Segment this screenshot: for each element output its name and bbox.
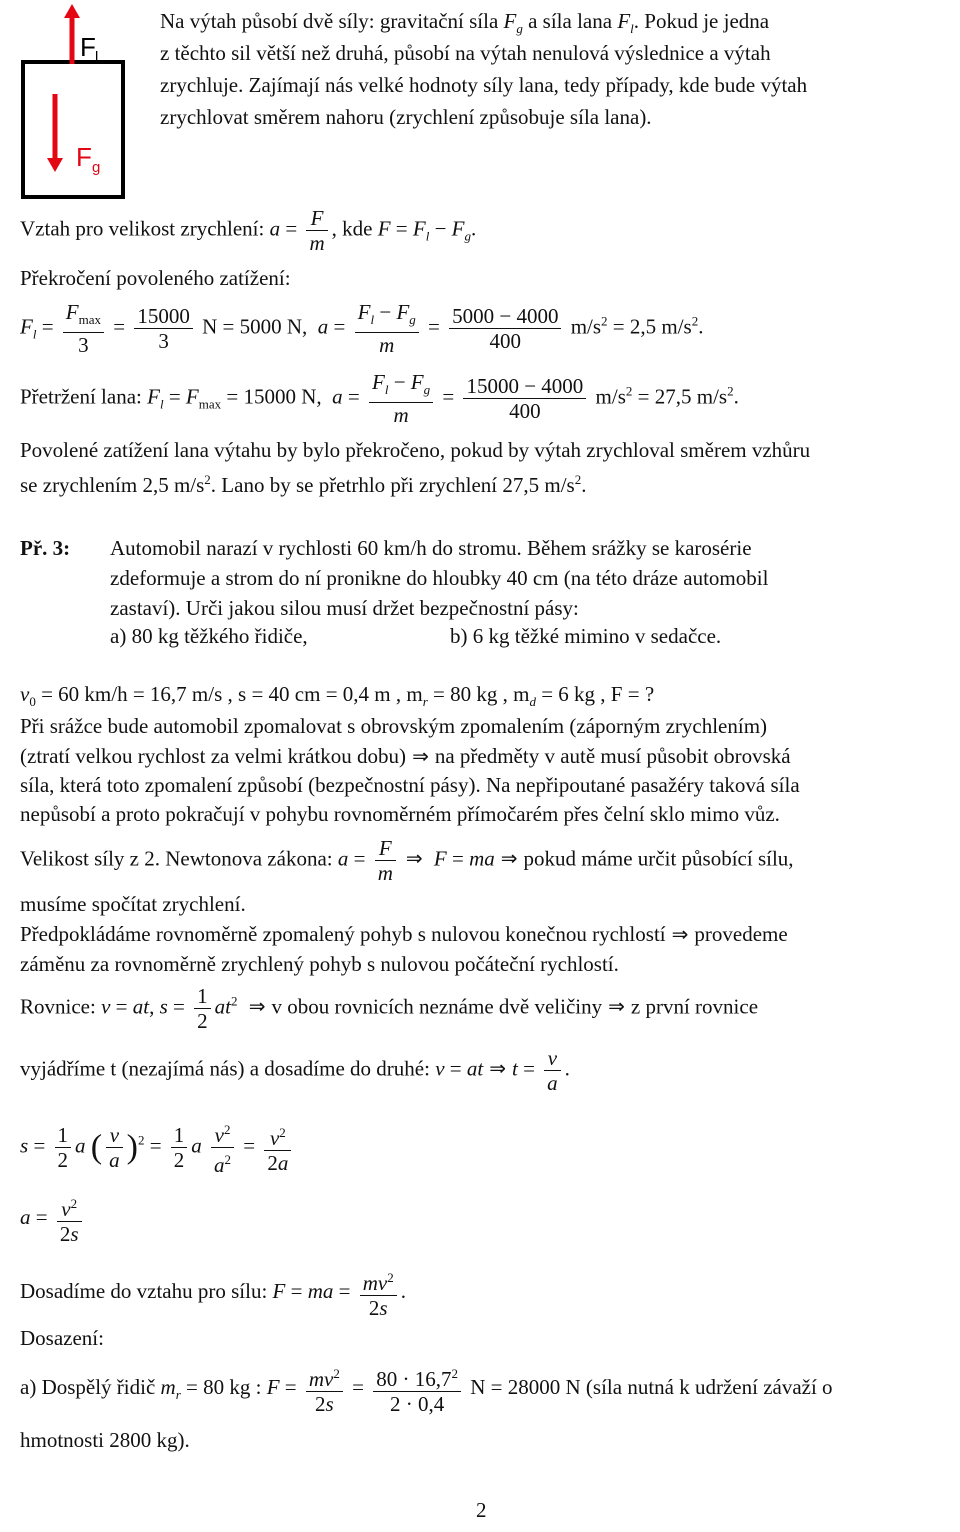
assume-line-1: Předpokládáme rovnoměrně zpomalený pohyb s nulovou konečnou rychlostí ⇒ provedeme	[20, 922, 788, 946]
intro-line-3: zrychluje. Zajímají nás velké hodnoty síly lana, tedy případy, kde bude výtah	[160, 73, 808, 97]
conclusion-line-2: se zrychlením 2,5 $m/s^2$. Lano by se přetrhlo při zrychlení 27,5 $m/s^2$.	[20, 472, 587, 497]
intro-line-2: z těchto sil větší než druhá, působí na výtah nenulová výslednice a výtah	[160, 41, 771, 65]
fg-label: F	[76, 142, 92, 172]
implies-icon: ⇒	[500, 846, 518, 871]
implies-icon: ⇒	[489, 1056, 506, 1081]
svg-text:l: l	[95, 49, 99, 66]
body-line-3: síla, která toto zpomalení způsobí (bezpečnostní pásy). Na nepřipoutané pasažéry taková síla	[20, 773, 800, 797]
example-line-1: Automobil narazí v rychlosti 60 km/h do stromu. Během srážky se karosérie	[110, 536, 752, 560]
a-derivation: a = $\frac{v^2}{2s}$	[20, 1192, 86, 1246]
body-line-1: Při srážce bude automobil zpomalovat s obrovským zpomalením (záporným zrychlením)	[20, 714, 768, 738]
dosazeni-label: Dosazení:	[20, 1326, 104, 1350]
given-values: $v_0 = 60$ km/h = 16,7 m/s , s = 40 cm = 0,4 m , $m_r = 80$ kg , $m_d = 6$ kg , F = ?	[20, 682, 655, 709]
elevator-box	[23, 62, 123, 197]
driver-calculation-tail: hmotnosti 2800 kg).	[20, 1428, 190, 1452]
intro-line-4: zrychlovat směrem nahoru (zrychlení způsobuje síla lana).	[160, 105, 652, 129]
driver-calculation: a) Dospělý řidič $m_r = 80$ kg : F = $\frac{mv^2}{2s}$ = $\frac{80 \cdot 16,7^2}{2 \cdot 0,4}$ N = 28000 N (síla nutná k udržení závaží o	[20, 1362, 833, 1416]
conclusion-line-1: Povolené zatížení lana výtahu by bylo překročeno, pokud by výtah zrychloval směrem vzhůru	[20, 438, 811, 462]
elevator-diagram	[20, 4, 150, 200]
overload-heading: Překročení povoleného zatížení:	[20, 266, 291, 290]
s-derivation: s = $\frac{1}{2}$ a ( $\frac{v}{a}$ )$^2$ = $\frac{1}{2}$ a $\frac{v^2}{a^2}$ = $\frac{v^2}{2a}$	[20, 1118, 295, 1177]
break-equation: Přetržení lana: $F_l = F_{max} = 15000$ N, a = $\frac{F_l - F_g}{m}$ = $\frac{15000 - 4000}{400}$ $m/s^2 = 27,5$ $m/s^2$.	[20, 370, 739, 427]
newton-line-2: musíme spočítat zrychlení.	[20, 892, 246, 916]
example-line-2: zdeformuje a strom do ní pronikne do hloubky 40 cm (na této dráze automobil	[110, 566, 769, 590]
svg-text:g: g	[92, 159, 101, 176]
body-line-2: (ztratí velkou rychlost za velmi krátkou dobu) ⇒ na předměty v autě musí působit obrovská	[20, 744, 791, 768]
example-option-b: b) 6 kg těžké mimino v sedačce.	[450, 624, 722, 648]
example-label: Př. 3:	[20, 536, 71, 560]
newton-line: Velikost síly z 2. Newtonova zákona: a = $\frac{F}{m}$ ⇒ F = ma ⇒ pokud máme určit působící sílu,	[20, 836, 794, 885]
implies-icon: ⇒	[405, 846, 423, 871]
body-line-4: nepůsobí a proto pokračují v pohybu rovnoměrném přímočarém přes čelní sklo mimo vůz.	[20, 802, 780, 826]
implies-icon: ⇒	[608, 994, 625, 1019]
elevator-figure	[20, 4, 150, 200]
acceleration-relation: Vztah pro velikost zrychlení: a = $\frac{F}{m}$ , kde $F = F_l - F_g$.	[20, 206, 477, 255]
implies-icon: ⇒	[412, 744, 429, 768]
assume-line-2: záměnu za rovnoměrně zrychlený pohyb s nulovou počáteční rychlostí.	[20, 952, 619, 976]
example-line-3: zastaví). Urči jakou silou musí držet bezpečnostní pásy:	[110, 596, 579, 620]
implies-icon: ⇒	[248, 994, 266, 1019]
example-option-a: a) 80 kg těžkého řidiče,	[110, 624, 308, 648]
equations-line: Rovnice: v = at, s = $\frac{1}{2}$ $at^2$ ⇒ v obou rovnicích neznáme dvě veličiny ⇒ z první rovnice	[20, 984, 759, 1033]
fl-label: F	[80, 32, 96, 62]
force-formula: Dosadíme do vztahu pro sílu: F = ma = $\frac{mv^2}{2s}$ .	[20, 1266, 406, 1320]
page-number: 2	[476, 1498, 487, 1522]
express-line: vyjádříme t (nezajímá nás) a dosadíme do druhé: v = at ⇒ t = $\frac{v}{a}$ .	[20, 1046, 570, 1095]
implies-icon: ⇒	[671, 922, 689, 946]
intro-line-1: Na výtah působí dvě síly: gravitační síla $F_g$ a síla lana $F_l$. Pokud je jedna	[160, 9, 770, 36]
overload-equation: $F_l$ = $\frac{F_{max}}{3}$ = $\frac{15000}{3}$ N = 5000 N, a = $\frac{F_l - F_g}{m}$ = $\frac{5000 - 4000}{400}$ $m/s^2 = 2,5$ $m/s^2$.	[20, 300, 704, 357]
